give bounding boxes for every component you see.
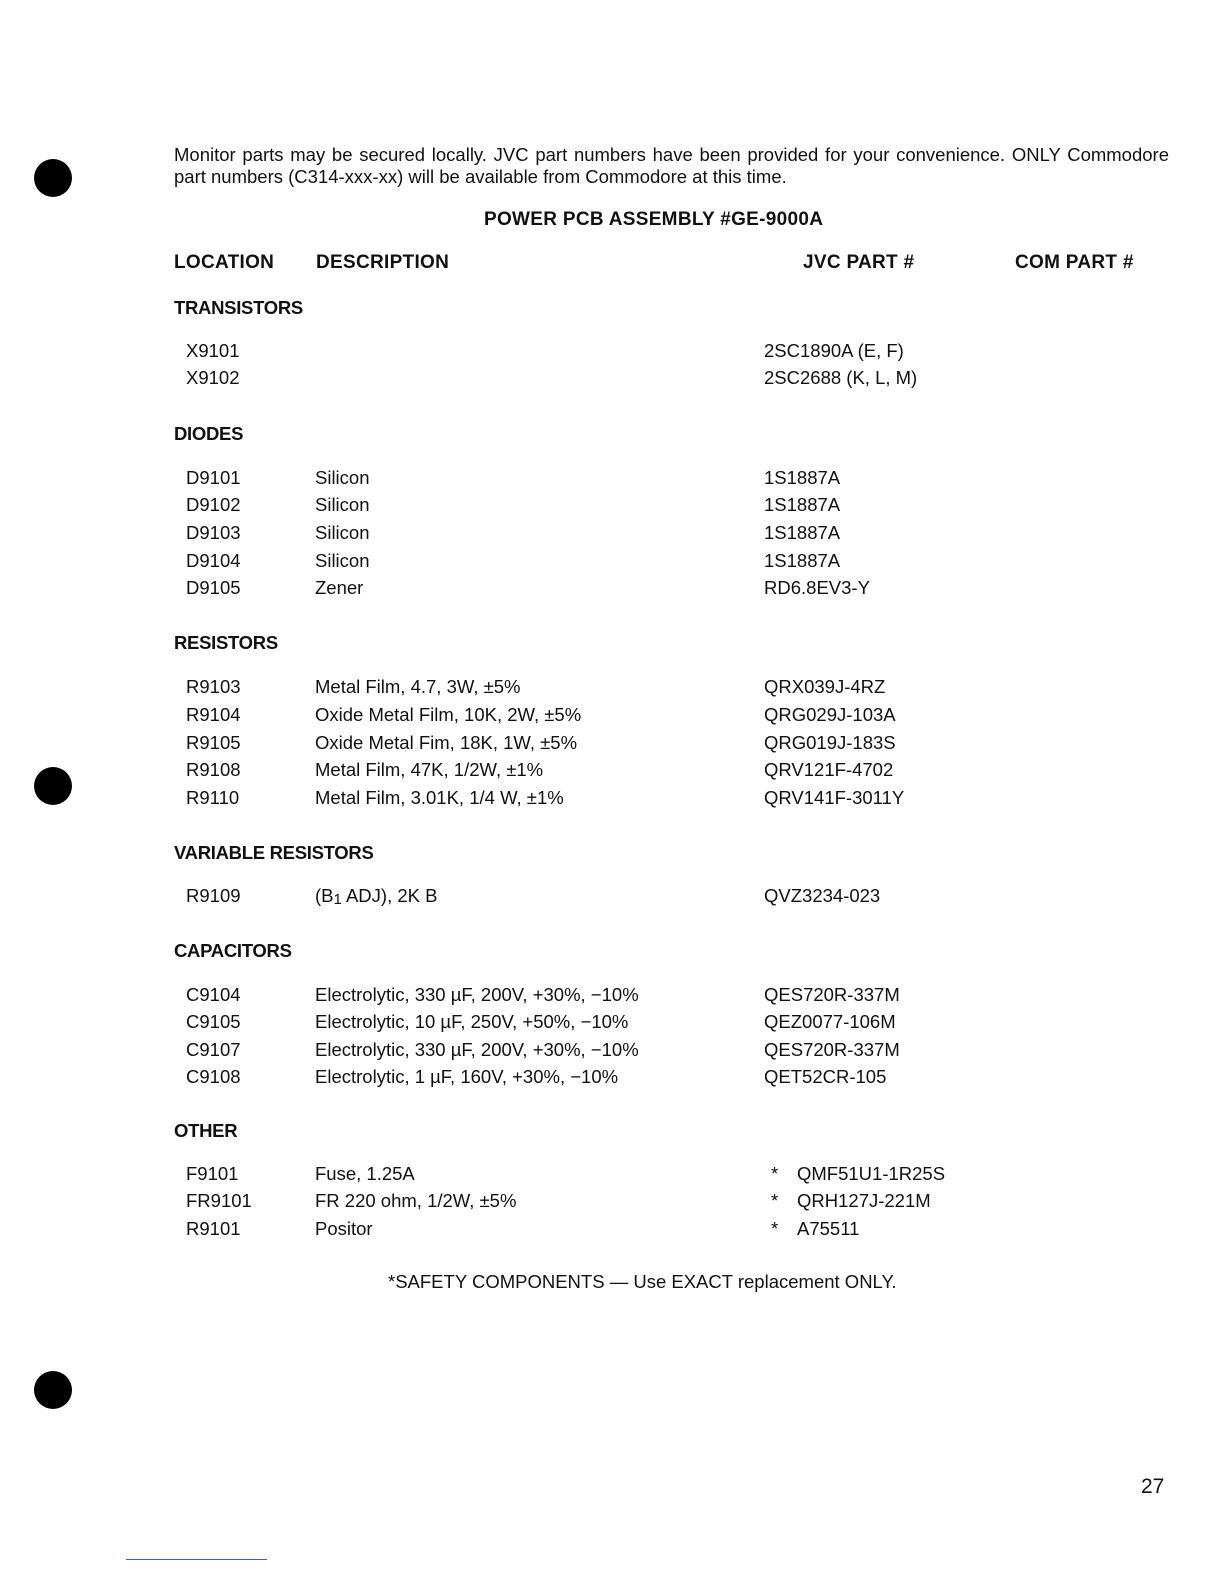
- header-location: LOCATION: [174, 252, 275, 273]
- location-cell: R9101: [186, 1218, 241, 1239]
- location-cell: D9103: [186, 522, 241, 543]
- table-row: [0, 676, 1224, 704]
- location-cell: R9105: [186, 732, 241, 753]
- description-cell: Positor: [315, 1218, 373, 1239]
- description-cell: Oxide Metal Film, 10K, 2W, ±5%: [315, 704, 582, 725]
- table-row: [0, 787, 1224, 815]
- location-cell: C9105: [186, 1011, 241, 1032]
- description-cell: Silicon: [315, 467, 370, 488]
- section-title: RESISTORS: [174, 632, 278, 653]
- table-row: [0, 732, 1224, 760]
- location-cell: R9104: [186, 704, 241, 725]
- table-row: [0, 1066, 1224, 1094]
- location-cell: D9105: [186, 577, 241, 598]
- description-cell: Silicon: [315, 522, 370, 543]
- jvc-part-cell: 1S1887A: [764, 467, 841, 488]
- footer-rule: [126, 1559, 267, 1560]
- table-row: [0, 1011, 1224, 1039]
- location-cell: R9103: [186, 676, 241, 697]
- location-cell: R9109: [186, 885, 241, 906]
- jvc-part-cell: QRV141F-3011Y: [764, 787, 905, 808]
- description-cell: Zener: [315, 577, 364, 598]
- jvc-part-cell: QRH127J-221M: [797, 1190, 931, 1211]
- jvc-part-cell: QES720R-337M: [764, 984, 900, 1005]
- safety-asterisk: *: [771, 1218, 779, 1239]
- header-jvc-part: JVC PART #: [803, 252, 915, 273]
- table-row: [0, 885, 1224, 913]
- safety-asterisk: *: [771, 1190, 779, 1211]
- jvc-part-cell: QEZ0077-106M: [764, 1011, 896, 1032]
- jvc-part-cell: QVZ3234-023: [764, 885, 881, 906]
- description-cell: Fuse, 1.25A: [315, 1163, 415, 1184]
- table-row: [0, 467, 1224, 495]
- section-title: OTHER: [174, 1120, 238, 1141]
- location-cell: X9102: [186, 367, 240, 388]
- location-cell: FR9101: [186, 1190, 252, 1211]
- section-title: DIODES: [174, 423, 244, 444]
- description-cell: Silicon: [315, 494, 370, 515]
- safety-asterisk: *: [771, 1163, 779, 1184]
- description-subscript: 1: [333, 891, 342, 908]
- location-cell: D9101: [186, 467, 241, 488]
- binder-hole-bottom: [34, 1371, 72, 1409]
- safety-note: *SAFETY COMPONENTS — Use EXACT replacement ONLY.: [388, 1271, 897, 1292]
- jvc-part-cell: QET52CR-105: [764, 1066, 887, 1087]
- header-description: DESCRIPTION: [316, 252, 450, 273]
- assembly-title: POWER PCB ASSEMBLY #GE-9000A: [484, 209, 824, 230]
- table-row: [0, 1218, 1224, 1246]
- jvc-part-cell: QRG029J-103A: [764, 704, 896, 725]
- jvc-part-cell: A75511: [797, 1218, 860, 1239]
- description-cell: Electrolytic, 330 µF, 200V, +30%, −10%: [315, 984, 639, 1005]
- description-cell: FR 220 ohm, 1/2W, ±5%: [315, 1190, 517, 1211]
- section-title: CAPACITORS: [174, 940, 292, 961]
- location-cell: R9110: [186, 787, 240, 808]
- table-row: [0, 340, 1224, 368]
- table-row: [0, 1163, 1224, 1191]
- jvc-part-cell: QRV121F-4702: [764, 759, 894, 780]
- jvc-part-cell: 1S1887A: [764, 494, 841, 515]
- table-row: [0, 522, 1224, 550]
- table-row: [0, 494, 1224, 522]
- table-row: [0, 367, 1224, 395]
- jvc-part-cell: 2SC2688 (K, L, M): [764, 367, 918, 388]
- description-cell: Metal Film, 3.01K, 1/4 W, ±1%: [315, 787, 564, 808]
- description-suffix: ADJ), 2K B: [341, 885, 438, 906]
- description-cell: Electrolytic, 330 µF, 200V, +30%, −10%: [315, 1039, 639, 1060]
- location-cell: D9104: [186, 550, 241, 571]
- intro-paragraph: Monitor parts may be secured locally. JVC part numbers have been provided for your convenience. ONLY Commodore part numbers (C314-xxx-xx) will be available from Commodore at this time.: [174, 144, 1169, 187]
- header-com-part: COM PART #: [1015, 252, 1134, 273]
- description-cell: Oxide Metal Fim, 18K, 1W, ±5%: [315, 732, 578, 753]
- table-row: [0, 550, 1224, 578]
- location-cell: F9101: [186, 1163, 239, 1184]
- description-prefix: (B: [315, 885, 334, 906]
- description-cell: Metal Film, 47K, 1/2W, ±1%: [315, 759, 544, 780]
- section-title: TRANSISTORS: [174, 297, 303, 318]
- section-title: VARIABLE RESISTORS: [174, 842, 374, 863]
- jvc-part-cell: QRG019J-183S: [764, 732, 896, 753]
- description-cell: [315, 885, 437, 907]
- table-row: [0, 704, 1224, 732]
- page-number: 27: [1141, 1475, 1165, 1498]
- description-cell: Electrolytic, 10 µF, 250V, +50%, −10%: [315, 1011, 629, 1032]
- description-cell: Metal Film, 4.7, 3W, ±5%: [315, 676, 521, 697]
- binder-hole-top: [34, 159, 72, 197]
- jvc-part-cell: QMF51U1-1R25S: [797, 1163, 946, 1184]
- location-cell: X9101: [186, 340, 240, 361]
- jvc-part-cell: 2SC1890A (E, F): [764, 340, 904, 361]
- jvc-part-cell: 1S1887A: [764, 522, 841, 543]
- table-row: [0, 1039, 1224, 1067]
- location-cell: R9108: [186, 759, 241, 780]
- description-cell: Electrolytic, 1 µF, 160V, +30%, −10%: [315, 1066, 619, 1087]
- location-cell: C9104: [186, 984, 241, 1005]
- location-cell: C9107: [186, 1039, 241, 1060]
- jvc-part-cell: QRX039J-4RZ: [764, 676, 886, 697]
- jvc-part-cell: RD6.8EV3-Y: [764, 577, 870, 598]
- description-cell: Silicon: [315, 550, 370, 571]
- location-cell: C9108: [186, 1066, 241, 1087]
- table-row: [0, 577, 1224, 605]
- table-row: [0, 1190, 1224, 1218]
- table-row: [0, 984, 1224, 1012]
- table-row: [0, 759, 1224, 787]
- jvc-part-cell: 1S1887A: [764, 550, 841, 571]
- location-cell: D9102: [186, 494, 241, 515]
- jvc-part-cell: QES720R-337M: [764, 1039, 900, 1060]
